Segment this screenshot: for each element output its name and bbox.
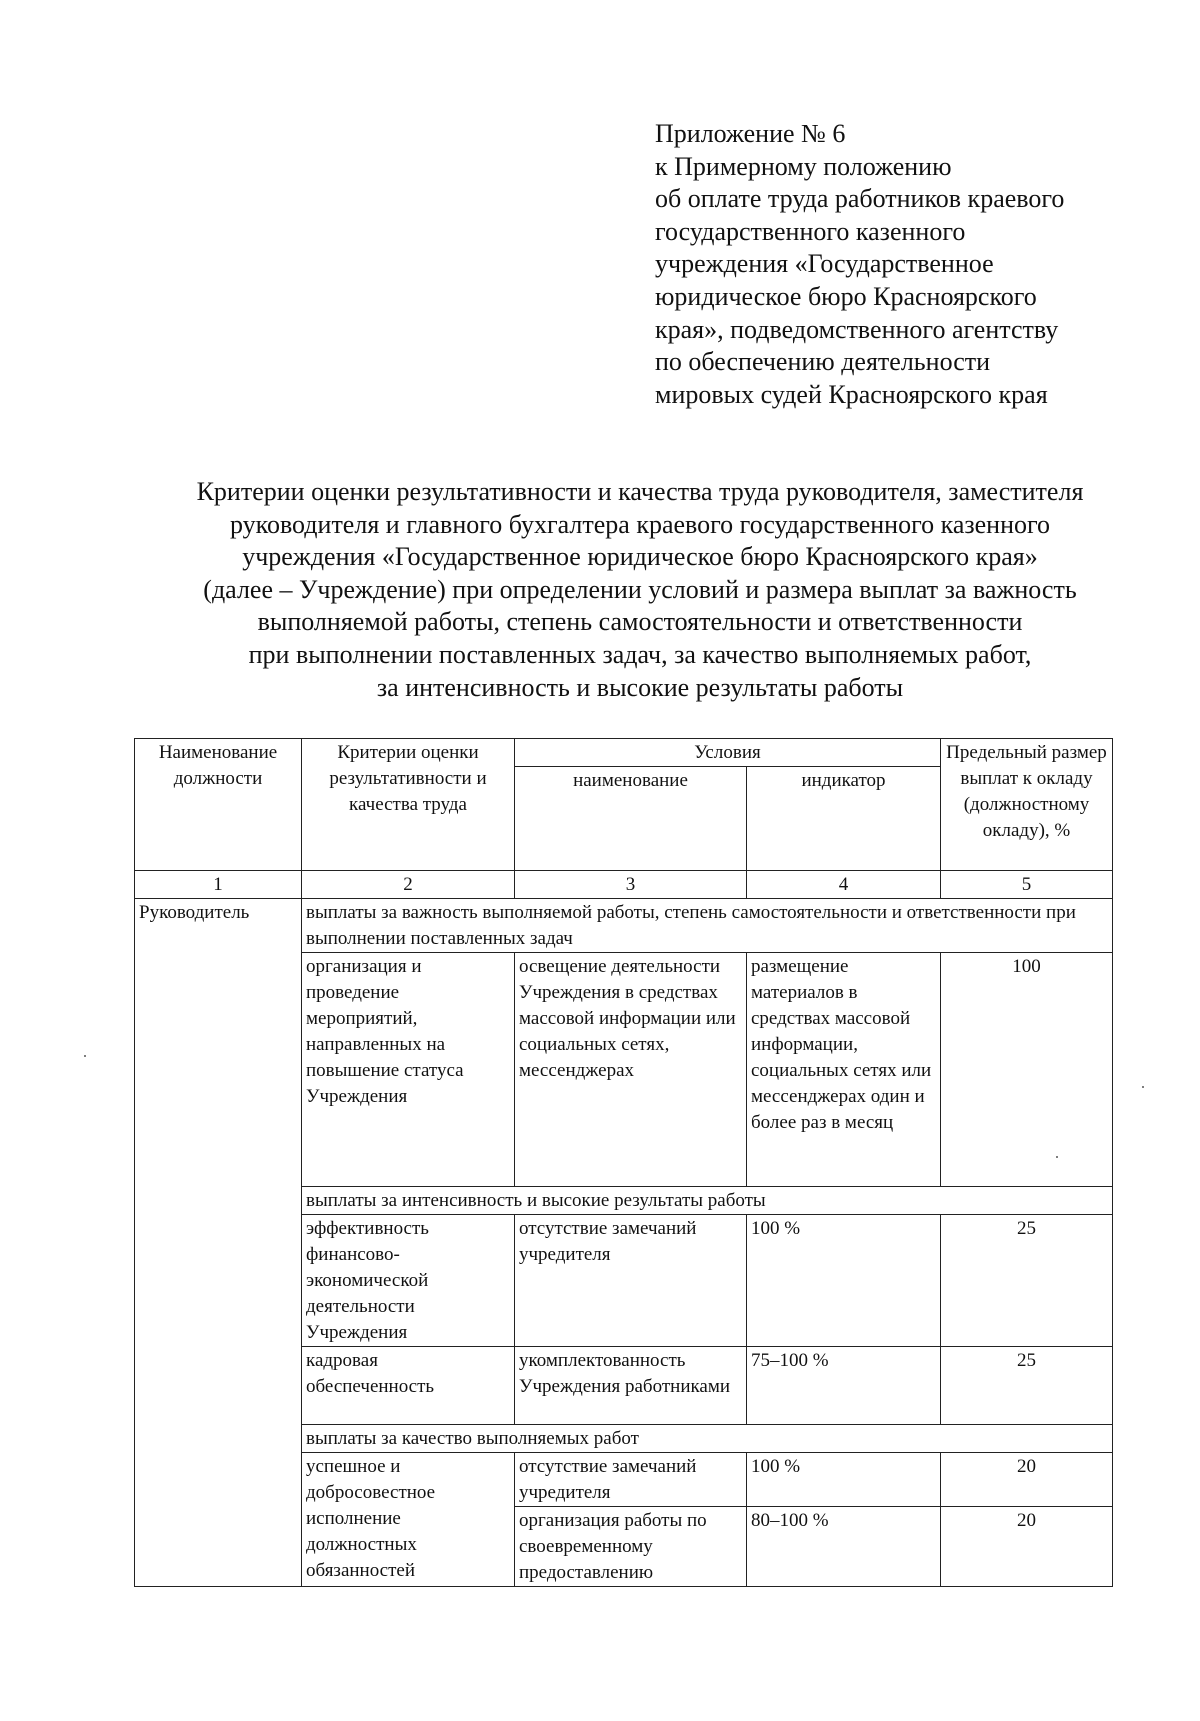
- header-row: [135, 739, 1113, 767]
- indicator-cell: размещение материалов в средствах массовой информации, социальных сетях или мессенджерах один и более раз в месяц: [747, 953, 941, 1187]
- column-number: 2: [302, 871, 515, 899]
- title-line: за интенсивность и высокие результаты работы: [376, 672, 904, 702]
- scan-speck: [84, 1055, 86, 1057]
- indicator-cell: 80–100 %: [747, 1507, 941, 1587]
- payment-value-cell: 25: [941, 1347, 1113, 1425]
- header-position: Наименование должности: [135, 739, 302, 871]
- appendix-line: края», подведомственного агентству: [655, 314, 1059, 344]
- criteria-cell: эффективность финансово-экономической деятельности Учреждения: [302, 1215, 515, 1347]
- title-line: Критерии оценки результативности и качества труда руководителя, заместителя: [196, 477, 1084, 506]
- payment-value-cell: 100: [941, 953, 1113, 1187]
- appendix-line: юридическое бюро Красноярского: [655, 281, 1037, 311]
- position-name: Руководитель: [135, 899, 302, 1587]
- column-number-row: [135, 871, 1113, 899]
- header-conditions: Условия: [515, 739, 941, 767]
- indicator-cell: 75–100 %: [747, 1347, 941, 1425]
- scan-speck: [1056, 1156, 1058, 1158]
- column-number: 5: [941, 871, 1113, 899]
- title-line: учреждения «Государственное юридическое бюро Красноярского края»: [242, 542, 1038, 572]
- section-heading: выплаты за интенсивность и высокие результаты работы: [302, 1187, 1113, 1215]
- appendix-line: к Примерному положению: [655, 151, 952, 181]
- appendix-line: по обеспечению деятельности: [655, 347, 991, 377]
- criteria-table: [134, 738, 1113, 1587]
- appendix-line: Приложение № 6: [655, 119, 846, 148]
- section-heading: выплаты за важность выполняемой работы, степень самостоятельности и ответственности при выполнении поставленных задач: [302, 899, 1113, 953]
- payment-value-cell: 25: [941, 1215, 1113, 1347]
- title-line: при выполнении поставленных задач, за качество выполняемых работ,: [248, 639, 1032, 669]
- condition-name-cell: освещение деятельности Учреждения в средствах массовой информации или социальных сетях, мессенджерах: [515, 953, 747, 1187]
- header-max-payment: Предельный размер выплат к окладу (должностному окладу), %: [941, 739, 1113, 871]
- header-condition-indicator: индикатор: [747, 767, 941, 871]
- payment-value-cell: 20: [941, 1453, 1113, 1507]
- appendix-line: учреждения «Государственное: [655, 249, 994, 279]
- title-line: выполняемой работы, степень самостоятельности и ответственности: [257, 607, 1023, 637]
- column-number: 4: [747, 871, 941, 899]
- document-title: [120, 476, 1160, 704]
- scan-speck: [1142, 1086, 1144, 1088]
- column-number: 3: [515, 871, 747, 899]
- appendix-line: об оплате труда работников краевого: [655, 184, 1065, 214]
- indicator-cell: 100 %: [747, 1453, 941, 1507]
- title-line: руководителя и главного бухгалтера краевого государственного казенного: [229, 509, 1051, 539]
- condition-name-cell: отсутствие замечаний учредителя: [515, 1215, 747, 1347]
- condition-name-cell: организация работы по своевременному предоставлению: [515, 1507, 747, 1587]
- criteria-cell: кадровая обеспеченность: [302, 1347, 515, 1425]
- payment-value-cell: 20: [941, 1507, 1113, 1587]
- section-heading-row: [135, 899, 1113, 953]
- appendix-header: [655, 118, 1135, 411]
- column-number: 1: [135, 871, 302, 899]
- appendix-line: мировых судей Красноярского края: [655, 379, 1048, 409]
- condition-name-cell: укомплектованность Учреждения работниками: [515, 1347, 747, 1425]
- indicator-cell: 100 %: [747, 1215, 941, 1347]
- header-condition-name: наименование: [515, 767, 747, 871]
- criteria-cell: успешное и добросовестное исполнение должностных обязанностей: [302, 1453, 515, 1587]
- section-heading: выплаты за качество выполняемых работ: [302, 1425, 1113, 1453]
- appendix-line: государственного казенного: [655, 216, 966, 246]
- criteria-cell: организация и проведение мероприятий, направленных на повышение статуса Учреждения: [302, 953, 515, 1187]
- title-line: (далее – Учреждение) при определении условий и размера выплат за важность: [203, 574, 1077, 604]
- condition-name-cell: отсутствие замечаний учредителя: [515, 1453, 747, 1507]
- header-criteria: Критерии оценки результативности и качества труда: [302, 739, 515, 871]
